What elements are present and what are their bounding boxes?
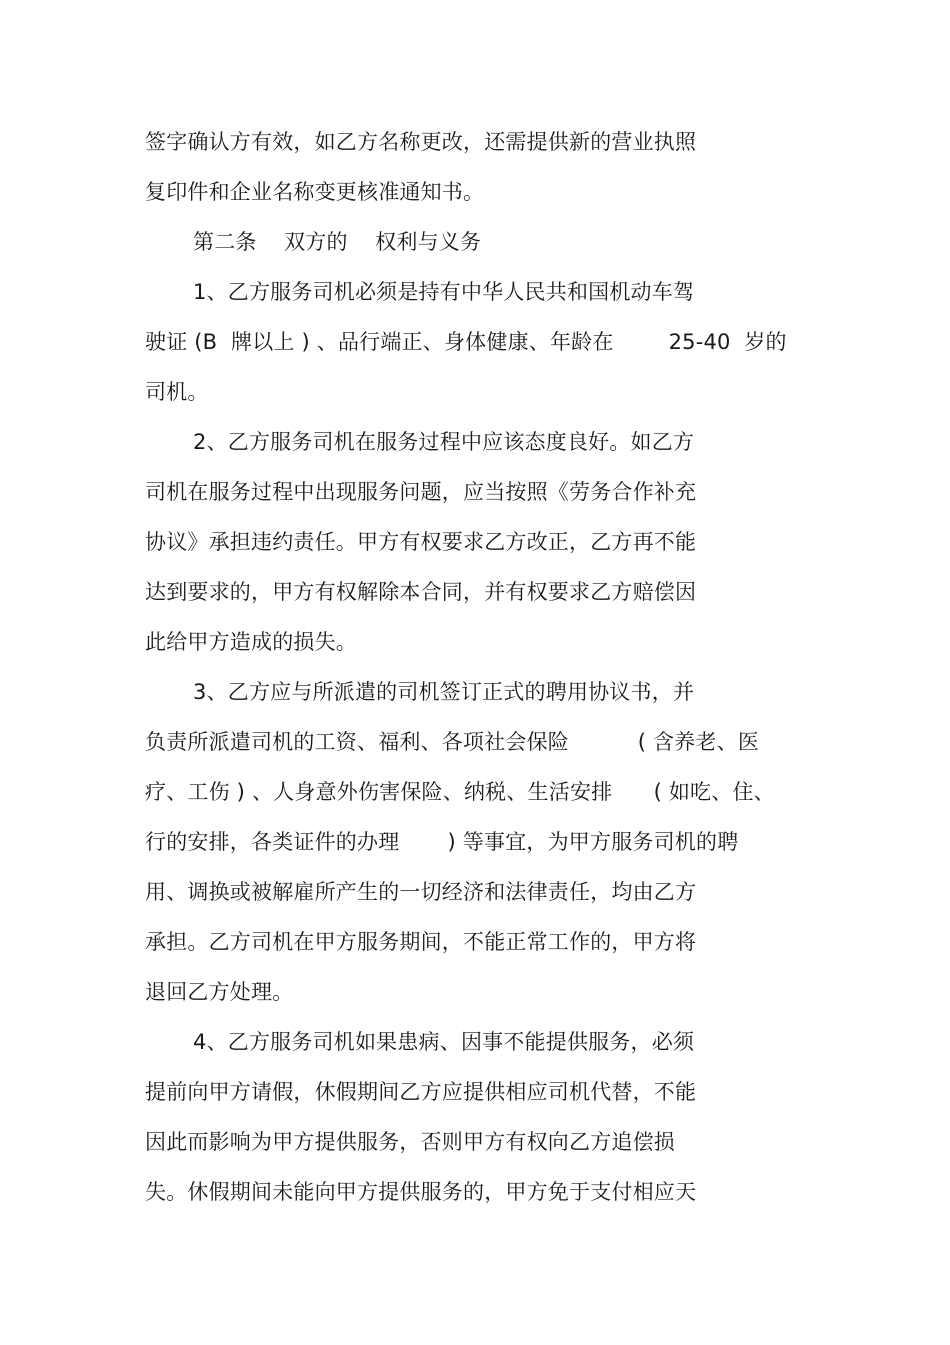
text-line: 驶证 (B 牌以上 ) 、品行端正、身体健康、年龄在 25-40 岁的 (145, 330, 787, 354)
section-heading: 第二条 双方的 权利与义务 (193, 230, 482, 254)
text-line: 负责所派遣司机的工资、福利、各项社会保险 ( 含养老、医 (145, 730, 760, 754)
text-line: 用、调换或被解雇所产生的一切经济和法律责任，均由乙方 (145, 880, 697, 904)
text-line: 承担。乙方司机在甲方服务期间，不能正常工作的，甲方将 (145, 930, 697, 954)
text-line: 4、乙方服务司机如果患病、因事不能提供服务，必须 (193, 1030, 695, 1054)
text-line: 3、乙方应与所派遣的司机签订正式的聘用协议书，并 (193, 680, 695, 704)
text-line: 签字确认方有效，如乙方名称更改，还需提供新的营业执照 (145, 130, 697, 154)
text-line: 因此而影响为甲方提供服务，否则甲方有权向乙方追偿损 (145, 1130, 675, 1154)
text-line: 司机在服务过程中出现服务问题，应当按照《劳务合作补充 (145, 480, 697, 504)
text-line: 协议》承担违约责任。甲方有权要求乙方改正，乙方再不能 (145, 530, 697, 554)
text-line: 2、乙方服务司机在服务过程中应该态度良好。如乙方 (193, 430, 695, 454)
text-line: 复印件和企业名称变更核准通知书。 (145, 180, 485, 204)
text-line: 达到要求的，甲方有权解除本合同，并有权要求乙方赔偿因 (145, 580, 697, 604)
text-line: 提前向甲方请假，休假期间乙方应提供相应司机代替，不能 (145, 1080, 697, 1104)
text-line: 司机。 (145, 380, 209, 404)
text-line: 行的安排，各类证件的办理 ) 等事宜，为甲方服务司机的聘 (145, 830, 739, 854)
text-line: 疗、工伤 ) 、人身意外伤害保险、纳税、生活安排 ( 如吃、住、 (145, 780, 775, 804)
text-line: 1、乙方服务司机必须是持有中华人民共和国机动车驾 (193, 280, 695, 304)
text-line: 退回乙方处理。 (145, 980, 294, 1004)
text-line: 失。休假期间未能向甲方提供服务的，甲方免于支付相应天 (145, 1180, 697, 1204)
text-line: 此给甲方造成的损失。 (145, 630, 357, 654)
